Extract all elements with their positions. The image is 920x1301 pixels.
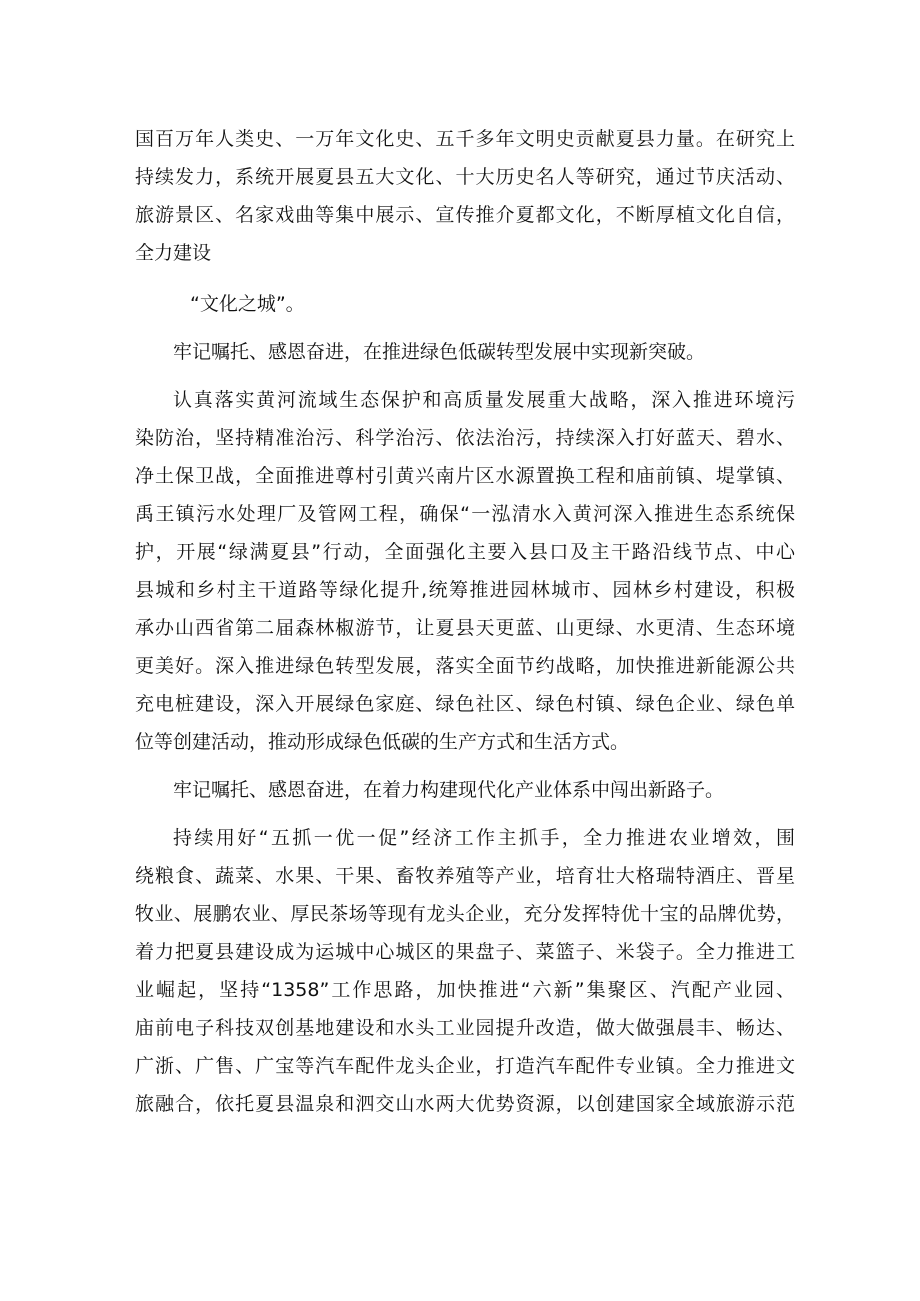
text-line: 国百万年人类史、一万年文化史、五千多年文明史贡献夏县力量。在研究上 xyxy=(135,128,795,150)
document-page xyxy=(135,120,795,1123)
paragraph-1 xyxy=(135,120,795,272)
text-line: 位等创建活动，推动形成绿色低碳的生产方式和生活方式。 xyxy=(135,731,630,753)
text-line: 绕粮食、蔬菜、水果、干果、畜牧养殖等产业，培育壮大格瑞特酒庄、晋星 xyxy=(135,865,795,887)
text-line: 更美好。深入推进绿色转型发展，落实全面节约战略，加快推进新能源公共 xyxy=(135,655,795,677)
text-line: 牧业、展鹏农业、厚民茶场等现有龙头企业，充分发挥特优十宝的品牌优势， xyxy=(135,903,795,925)
text-line: 县城和乡村主干道路等绿化提升,统筹推进园林城市、园林乡村建设，积极 xyxy=(135,579,795,601)
text-line: 充电桩建设，深入开展绿色家庭、绿色社区、绿色村镇、绿色企业、绿色单 xyxy=(135,693,795,715)
section-heading: 牢记嘱托、感恩奋进，在推进绿色低碳转型发展中实现新突破。 xyxy=(173,341,706,363)
text-line: 净土保卫战，全面推进尊村引黄兴南片区水源置换工程和庙前镇、堤掌镇、 xyxy=(135,465,795,487)
paragraph-2 xyxy=(135,285,795,323)
text-line: 旅游景区、名家戏曲等集中展示、宣传推介夏都文化，不断厚植文化自信， xyxy=(135,204,795,226)
paragraph-6 xyxy=(135,819,795,1123)
text-line: 禹王镇污水处理厂及管网工程，确保“一泓清水入黄河深入推进生态系统保 xyxy=(135,503,795,525)
text-line: 旅融合，依托夏县温泉和泗交山水两大优势资源，以创建国家全域旅游示范 xyxy=(135,1093,795,1115)
text-line: 庙前电子科技双创基地建设和水头工业园提升改造，做大做强晨丰、畅达、 xyxy=(135,1017,795,1039)
text-line: 全力建设 xyxy=(135,242,212,264)
paragraph-3 xyxy=(135,333,795,371)
text-line: 认真落实黄河流域生态保护和高质量发展重大战略，深入推进环境污 xyxy=(173,389,795,411)
paragraph-4 xyxy=(135,381,795,761)
paragraph-5 xyxy=(135,771,795,809)
text-line: 持续用好“五抓一优一促”经济工作主抓手，全力推进农业增效，围 xyxy=(173,827,795,849)
text-line: 广浙、广售、广宝等汽车配件龙头企业，打造汽车配件专业镇。全力推进文 xyxy=(135,1055,795,1077)
section-heading: 牢记嘱托、感恩奋进，在着力构建现代化产业体系中闯出新路子。 xyxy=(173,779,725,801)
text-line: 护，开展“绿满夏县”行动，全面强化主要入县口及主干路沿线节点、中心 xyxy=(135,541,795,563)
text-line: “文化之城”。 xyxy=(190,293,305,315)
text-line: 承办山西省第二届森林椒游节，让夏县天更蓝、山更绿、水更清、生态环境 xyxy=(135,617,795,639)
text-line: 染防治，坚持精准治污、科学治污、依法治污，持续深入打好蓝天、碧水、 xyxy=(135,427,795,449)
text-line: 着力把夏县建设成为运城中心城区的果盘子、菜篮子、米袋子。全力推进工 xyxy=(135,941,795,963)
text-line: 业崛起，坚持“1358”工作思路，加快推进“六新”集聚区、汽配产业园、 xyxy=(135,979,795,1001)
text-line: 持续发力，系统开展夏县五大文化、十大历史名人等研究，通过节庆活动、 xyxy=(135,166,795,188)
